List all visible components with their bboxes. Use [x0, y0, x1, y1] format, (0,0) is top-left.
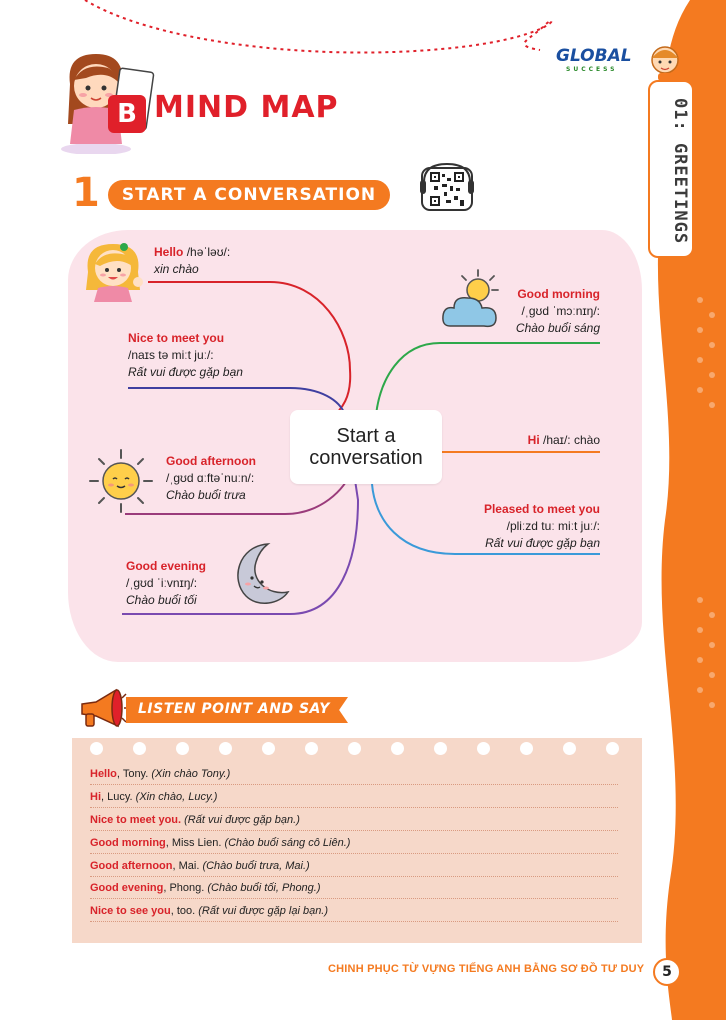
binder-hole	[434, 742, 447, 755]
node-ipa: /pliːzd tuː miːt juː/:	[506, 519, 600, 533]
node-ipa: /haɪ/:	[543, 433, 571, 447]
node-ipa: /həˈləʊ/:	[186, 245, 231, 259]
node-vi: Chào buổi trưa	[166, 488, 246, 502]
node-vi: xin chào	[154, 262, 199, 276]
megaphone-icon[interactable]	[76, 686, 128, 732]
center-line-2: conversation	[309, 447, 423, 469]
section-title: MIND MAP	[154, 90, 339, 125]
binder-hole	[305, 742, 318, 755]
node-en: Good morning	[517, 287, 600, 301]
logo-sub-text: SUCCESS	[566, 66, 618, 73]
binder-hole	[477, 742, 490, 755]
page-number: 5	[653, 958, 681, 986]
listen-line	[90, 764, 618, 785]
part-number: 1	[72, 170, 100, 216]
node-en: Pleased to meet you	[483, 502, 600, 516]
part-title: START A CONVERSATION	[108, 180, 390, 210]
footer-title: CHINH PHỤC TỪ VỰNG TIẾNG ANH BẰNG SƠ ĐỒ TƯ DUY	[328, 963, 645, 975]
binder-hole	[563, 742, 576, 755]
center-line-1: Start a	[336, 425, 396, 447]
sun-cloud-icon	[440, 268, 502, 332]
line-text: , Tony.	[116, 768, 152, 780]
binder-hole	[90, 742, 103, 755]
line-translation: (Chào buổi sáng cô Liên.)	[224, 837, 351, 849]
node-vi: Rất vui được gặp bạn	[485, 536, 600, 550]
line-translation: (Chào buổi trưa, Mai.)	[202, 860, 310, 872]
binder-hole	[391, 742, 404, 755]
node-ipa: /naɪs tə miːt juː/:	[128, 348, 214, 362]
listen-line	[90, 810, 618, 831]
line-text: , Phong.	[163, 882, 208, 894]
binder-hole	[133, 742, 146, 755]
mind-map-center	[290, 410, 442, 484]
node-good-afternoon	[166, 453, 256, 504]
binder-hole	[176, 742, 189, 755]
node-ipa: /ˌɡʊd ɑːftəˈnuːn/:	[166, 471, 255, 485]
line-translation: (Xin chào, Lucy.)	[135, 791, 218, 803]
binder-hole	[606, 742, 619, 755]
line-translation: (Xin chào Tony.)	[151, 768, 231, 780]
node-nice-to-meet-you	[128, 330, 243, 381]
node-vi: chào	[573, 433, 600, 447]
line-text: , Lucy.	[101, 791, 136, 803]
line-text: , Mai.	[172, 860, 203, 872]
node-pleased-to-meet-you	[484, 501, 600, 552]
line-translation: (Chào buổi tối, Phong.)	[207, 882, 321, 894]
line-text: , too.	[170, 905, 199, 917]
listen-line	[90, 833, 618, 854]
line-text: , Miss Lien.	[165, 837, 225, 849]
line-highlight: Nice to meet you.	[90, 814, 182, 826]
node-hello	[154, 244, 230, 278]
moon-icon	[228, 540, 292, 608]
node-en: Good afternoon	[166, 454, 256, 468]
listen-line	[90, 787, 618, 808]
binder-hole	[520, 742, 533, 755]
line-translation: (Rất vui được gặp bạn.)	[184, 814, 300, 826]
line-highlight: Hi	[90, 791, 101, 803]
node-en: Hi	[527, 433, 540, 447]
listen-line	[90, 878, 618, 899]
line-translation: (Rất vui được gặp lại bạn.)	[198, 905, 329, 917]
node-good-evening	[126, 558, 206, 609]
node-vi: Rất vui được gặp bạn	[128, 365, 243, 379]
node-en: Nice to meet you	[128, 331, 225, 345]
node-ipa: /ˌɡʊd ˈmɔːnɪŋ/:	[521, 304, 600, 318]
section-letter-badge: B	[108, 95, 146, 133]
girl-waving-icon	[80, 238, 146, 304]
sun-icon	[88, 448, 154, 514]
node-ipa: /ˌɡʊd ˈiːvnɪŋ/:	[126, 576, 198, 590]
line-highlight: Nice to see you	[90, 905, 171, 917]
node-en: Hello	[154, 245, 184, 259]
node-hi	[528, 432, 600, 449]
logo-main-text: GLOBAL	[556, 46, 632, 66]
listen-line	[90, 856, 618, 877]
listen-line	[90, 901, 618, 922]
listen-title: LISTEN POINT AND SAY	[138, 701, 330, 717]
binder-hole	[262, 742, 275, 755]
binder-hole	[219, 742, 232, 755]
node-vi: Chào buổi tối	[126, 593, 197, 607]
line-highlight: Good morning	[90, 837, 166, 849]
line-highlight: Good evening	[90, 882, 164, 894]
unit-tab-label: 01: GREETINGS	[670, 97, 690, 245]
node-vi: Chào buổi sáng	[515, 321, 600, 335]
line-highlight: Good afternoon	[90, 860, 173, 872]
node-en: Good evening	[126, 559, 207, 573]
line-highlight: Hello	[90, 768, 117, 780]
binder-hole	[348, 742, 361, 755]
node-good-morning	[516, 286, 600, 337]
